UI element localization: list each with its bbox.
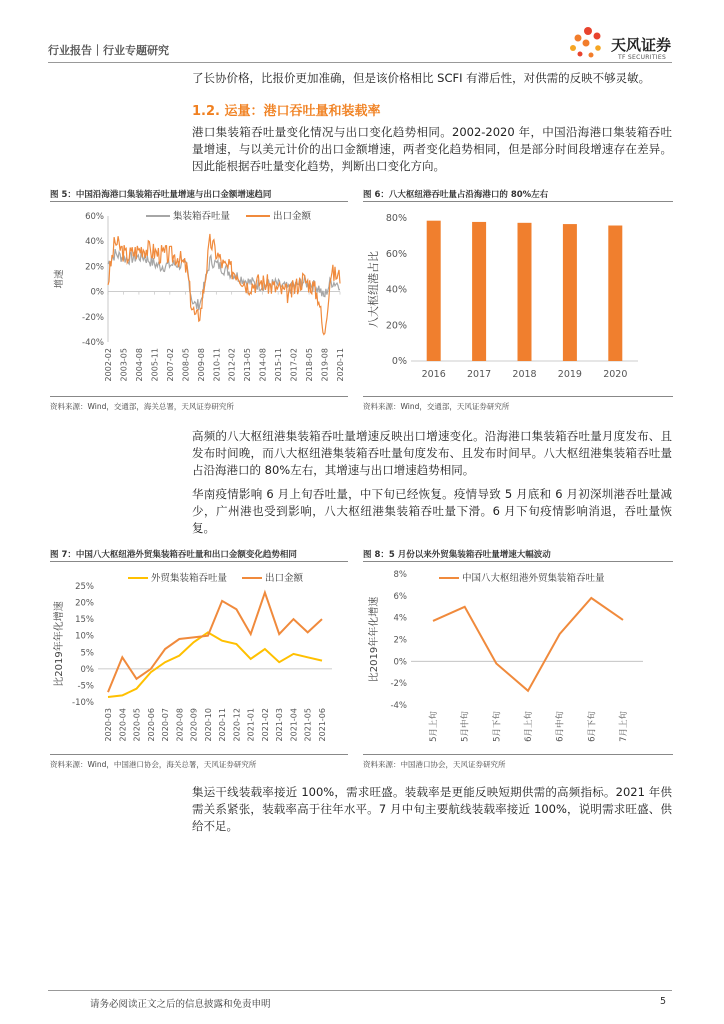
fig8-ytick: 2% bbox=[393, 635, 407, 646]
fig6-chart bbox=[363, 204, 673, 394]
fig7-xtick: 2020-08 bbox=[175, 708, 185, 742]
report-header: 行业报告｜行业专题研究 bbox=[48, 44, 169, 57]
fig8-ytick: 0% bbox=[393, 657, 407, 668]
fig8-ytick: 8% bbox=[393, 570, 407, 580]
fig6-bar bbox=[563, 224, 577, 361]
fig7-series-export-line bbox=[108, 593, 322, 693]
fig7-ytick: 15% bbox=[75, 615, 94, 626]
fig6-ytick: 0% bbox=[391, 356, 407, 367]
fig7-legend-container: 外贸集装箱吞吐量 bbox=[151, 573, 228, 584]
fig6-xtick: 2018 bbox=[512, 369, 537, 380]
fig8-bottom-divider bbox=[363, 754, 673, 755]
fig7-source: 资料来源：Wind，中国港口协会，海关总署，天风证券研究所 bbox=[50, 760, 257, 769]
fig5-xtick: 2010-11 bbox=[212, 348, 222, 382]
fig5-ylabel: 增速 bbox=[54, 269, 65, 289]
fig6-bottom-divider bbox=[363, 396, 673, 397]
fig5-xtick: 2004-08 bbox=[134, 348, 144, 382]
fig6-bar bbox=[472, 222, 486, 361]
footer-divider bbox=[48, 990, 672, 991]
fig8-series-line bbox=[433, 598, 623, 691]
fig8-ytick: -2% bbox=[390, 679, 407, 690]
fig8-ylabel: 比2019年年化增速 bbox=[369, 596, 380, 683]
fig8-ytick: -4% bbox=[390, 701, 407, 711]
fig7-xtick: 2021-04 bbox=[289, 708, 299, 742]
fig7-xtick: 2020-03 bbox=[104, 708, 113, 742]
fig6-xtick: 2020 bbox=[603, 369, 628, 380]
fig5-xtick: 2007-02 bbox=[165, 348, 175, 382]
fig7-xtick: 2021-01 bbox=[246, 708, 256, 742]
logo-icon bbox=[566, 26, 606, 62]
footer-disclaimer: 请务必阅读正文之后的信息披露和免责申明 bbox=[90, 999, 271, 1010]
fig5-ytick: 20% bbox=[85, 262, 104, 273]
fig5-xtick: 2013-05 bbox=[243, 348, 253, 382]
fig5-title-divider bbox=[50, 201, 348, 202]
fig7-bottom-divider bbox=[50, 754, 348, 755]
fig6-title: 图 6：八大枢纽港吞吐量占沿海港口的 80%左右 bbox=[363, 190, 549, 200]
fig7-ytick: -5% bbox=[77, 681, 94, 692]
fig5-xtick: 2002-02 bbox=[104, 348, 113, 382]
fig7-ytick: 0% bbox=[80, 664, 94, 675]
fig5-xtick: 2014-08 bbox=[258, 348, 268, 382]
fig6-ylabel: 八大枢纽港占比 bbox=[367, 251, 380, 328]
fig7-ytick: 25% bbox=[75, 582, 94, 592]
fig7-ylabel: 比2019年年化增速 bbox=[54, 601, 65, 687]
fig5-xtick: 2008-05 bbox=[181, 348, 191, 382]
fig5-ytick: 60% bbox=[85, 212, 104, 222]
fig8-xtick: 5月下旬 bbox=[492, 711, 503, 742]
fig7-xtick: 2021-05 bbox=[303, 708, 313, 742]
fig6-ytick: 40% bbox=[385, 284, 407, 296]
fig5-legend-export: 出口金额 bbox=[273, 211, 312, 222]
paragraph-3: 华南疫情影响 6 月上旬吞吐量，中下旬已经恢复。疫情导致 5 月底和 6 月初深圳港吞吐量减少，广州港也受到影响，八大枢纽港集装箱吞吐量下滑。6 月下旬疫情影响消退，吞吐量恢复。 bbox=[192, 487, 672, 535]
fig7-ytick: 20% bbox=[75, 598, 94, 609]
fig5-xtick: 2018-05 bbox=[305, 348, 315, 382]
fig5-chart bbox=[50, 204, 350, 394]
header-divider bbox=[48, 62, 672, 63]
fig8-title-divider bbox=[363, 561, 673, 562]
fig5-xtick: 2005-11 bbox=[150, 348, 160, 382]
fig5-xtick: 2003-05 bbox=[119, 348, 129, 382]
fig5-xtick: 2019-08 bbox=[320, 348, 330, 382]
fig5-title: 图 5：中国沿海港口集装箱吞吐量增速与出口金额增速趋同 bbox=[50, 190, 272, 200]
fig8-xtick: 6月上旬 bbox=[524, 711, 534, 742]
fig7-xtick: 2021-06 bbox=[318, 708, 327, 742]
fig6-xtick: 2019 bbox=[557, 369, 582, 380]
fig8-title: 图 8：5 月份以来外贸集装箱吞吐量增速大幅波动 bbox=[363, 550, 551, 560]
fig7-ytick: -10% bbox=[72, 698, 94, 708]
fig8-xtick: 6月下旬 bbox=[587, 711, 598, 742]
fig5-xtick: 2012-02 bbox=[227, 348, 237, 382]
fig6-ytick: 20% bbox=[385, 320, 407, 332]
fig7-title-divider bbox=[50, 561, 348, 562]
fig8-xtick: 7月上旬 bbox=[619, 711, 629, 742]
fig7-xtick: 2020-12 bbox=[232, 708, 242, 742]
fig8-xtick: 6月中旬 bbox=[555, 711, 566, 742]
fig7-xtick: 2020-04 bbox=[118, 708, 128, 742]
paragraph-1: 港口集装箱吞吐量变化情况与出口变化趋势相同。2002-2020 年，中国沿海港口集装箱吞吐量增速，与以美元计价的出口金额增速，两者变化趋势相同，但是部分时间段增速存在差异。因此能根据吞吐量变化趋势，判断出口变化方向。 bbox=[192, 125, 672, 173]
logo-text: 天风证券 bbox=[611, 36, 672, 54]
fig7-xtick: 2020-06 bbox=[146, 708, 156, 742]
paragraph-4: 集运干线装载率接近 100%，需求旺盛。装载率是更能反映短期供需的高频指标。2021 年供需关系紧张，装载率高于往年水平。7 月中旬主要航线装载率接近 100%，说明需求旺盛、供给不足。 bbox=[192, 785, 672, 833]
fig5-xtick: 2020-11 bbox=[336, 348, 345, 382]
fig5-ytick: -40% bbox=[82, 338, 104, 348]
fig7-xtick: 2020-10 bbox=[203, 708, 213, 742]
fig7-ytick: 10% bbox=[75, 631, 94, 642]
fig7-xtick: 2021-03 bbox=[275, 708, 285, 742]
page-number: 5 bbox=[660, 996, 667, 1007]
fig7-xtick: 2020-11 bbox=[218, 708, 228, 742]
fig8-xtick: 5月中旬 bbox=[460, 711, 471, 742]
fig7-xtick: 2021-02 bbox=[260, 708, 270, 742]
fig5-legend-throughput: 集装箱吞吐量 bbox=[173, 211, 231, 222]
fig8-xtick: 5月上旬 bbox=[429, 711, 439, 742]
fig6-source: 资料来源：Wind，交通部，天风证券研究所 bbox=[363, 402, 510, 411]
fig7-title: 图 7：中国八大枢纽港外贸集装箱吞吐量和出口金额变化趋势相同 bbox=[50, 550, 297, 560]
fig6-xtick: 2016 bbox=[421, 369, 446, 380]
fig7-series-container-line bbox=[108, 632, 322, 697]
fig7-chart bbox=[50, 564, 350, 752]
fig8-chart bbox=[363, 564, 673, 752]
fig6-bar bbox=[608, 226, 622, 361]
top-paragraph: 了长协价格，比报价更加准确，但是该价格相比 SCFI 有滞后性，对供需的反映不够灵敏。 bbox=[192, 71, 651, 85]
section-title: 1.2. 运量：港口吞吐量和装载率 bbox=[192, 104, 381, 119]
fig7-legend-export: 出口金额 bbox=[265, 573, 304, 584]
fig6-title-divider bbox=[363, 201, 673, 202]
fig6-ytick: 60% bbox=[385, 248, 407, 260]
fig5-bottom-divider bbox=[50, 396, 348, 397]
fig8-legend: 中国八大枢纽港外贸集装箱吞吐量 bbox=[462, 573, 605, 584]
fig5-source: 资料来源：Wind，交通部，海关总署，天风证券研究所 bbox=[50, 402, 234, 411]
fig5-xtick: 2009-08 bbox=[196, 348, 206, 382]
fig8-ytick: 4% bbox=[393, 613, 407, 624]
logo-subtitle: TF SECURITIES bbox=[618, 54, 667, 61]
fig5-xtick: 2017-02 bbox=[289, 348, 299, 382]
fig6-xtick: 2017 bbox=[467, 369, 492, 380]
fig6-ytick: 80% bbox=[385, 213, 407, 224]
fig8-source: 资料来源：中国港口协会，天风证券研究所 bbox=[363, 760, 506, 769]
fig6-bar bbox=[427, 221, 441, 361]
fig5-ytick: 40% bbox=[85, 237, 104, 248]
fig7-ytick: 5% bbox=[80, 648, 94, 659]
paragraph-2: 高频的八大枢纽港集装箱吞吐量增速反映出口增速变化。沿海港口集装箱吞吐量月度发布、且发布时间晚，而八大枢纽港集装箱吞吐量旬度发布、且发布时间早。八大枢纽港集装箱吞吐量占沿海港口的 80%左右，其增速与出口增速趋势相同。 bbox=[192, 429, 672, 477]
fig7-xtick: 2020-07 bbox=[161, 708, 171, 742]
fig7-xtick: 2020-05 bbox=[132, 708, 142, 742]
fig7-xtick: 2020-09 bbox=[189, 708, 199, 742]
fig5-ytick: -20% bbox=[82, 312, 104, 323]
fig5-series-export-line bbox=[108, 234, 340, 335]
fig5-xtick: 2015-11 bbox=[274, 348, 284, 382]
fig6-bar bbox=[518, 223, 532, 361]
fig8-ytick: 6% bbox=[393, 591, 407, 602]
fig5-ytick: 0% bbox=[90, 287, 104, 298]
